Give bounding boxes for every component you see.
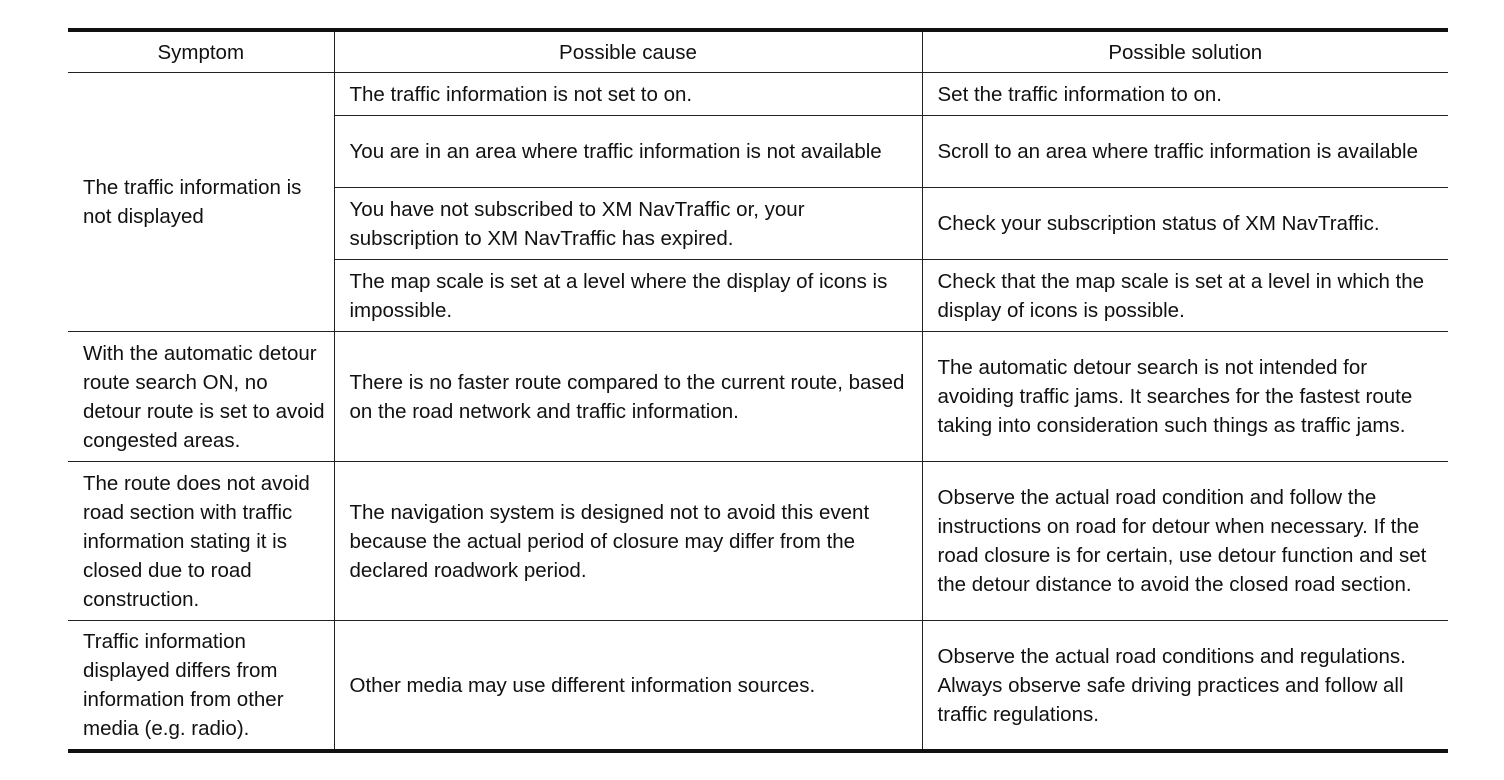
troubleshooting-table <box>68 28 1448 753</box>
table-row <box>68 73 1448 116</box>
symptom-cell: The route does not avoid road section with traffic information stating it is closed due to road construction. <box>68 462 334 621</box>
symptom-cell: The traffic information is not displayed <box>68 73 334 332</box>
cause-cell: Other media may use different information sources. <box>334 621 922 752</box>
solution-cell: Scroll to an area where traffic information is available <box>922 116 1448 188</box>
solution-cell: Observe the actual road conditions and regulations. Always observe safe driving practices and follow all traffic regulations. <box>922 621 1448 752</box>
symptom-cell: With the automatic detour route search ON, no detour route is set to avoid congested areas. <box>68 332 334 462</box>
solution-cell: The automatic detour search is not intended for avoiding traffic jams. It searches for the fastest route taking into consideration such things as traffic jams. <box>922 332 1448 462</box>
table-row <box>68 462 1448 621</box>
header-possible-cause: Possible cause <box>334 30 922 73</box>
symptom-cell: Traffic information displayed differs from information from other media (e.g. radio). <box>68 621 334 752</box>
cause-cell: You have not subscribed to XM NavTraffic or, your subscription to XM NavTraffic has expired. <box>334 188 922 260</box>
solution-cell: Check your subscription status of XM NavTraffic. <box>922 188 1448 260</box>
header-row <box>68 30 1448 73</box>
solution-cell: Observe the actual road condition and follow the instructions on road for detour when necessary. If the road closure is for certain, use detour function and set the detour distance to avoid the closed road section. <box>922 462 1448 621</box>
cause-cell: You are in an area where traffic information is not available <box>334 116 922 188</box>
header-possible-solution: Possible solution <box>922 30 1448 73</box>
cause-cell: The navigation system is designed not to avoid this event because the actual period of closure may differ from the declared roadwork period. <box>334 462 922 621</box>
solution-cell: Check that the map scale is set at a level in which the display of icons is possible. <box>922 260 1448 332</box>
header-symptom: Symptom <box>68 30 334 73</box>
table-row <box>68 621 1448 752</box>
cause-cell: The traffic information is not set to on. <box>334 73 922 116</box>
solution-cell: Set the traffic information to on. <box>922 73 1448 116</box>
troubleshooting-table-container <box>68 28 1448 753</box>
table-row <box>68 332 1448 462</box>
cause-cell: There is no faster route compared to the current route, based on the road network and traffic information. <box>334 332 922 462</box>
cause-cell: The map scale is set at a level where the display of icons is impossible. <box>334 260 922 332</box>
